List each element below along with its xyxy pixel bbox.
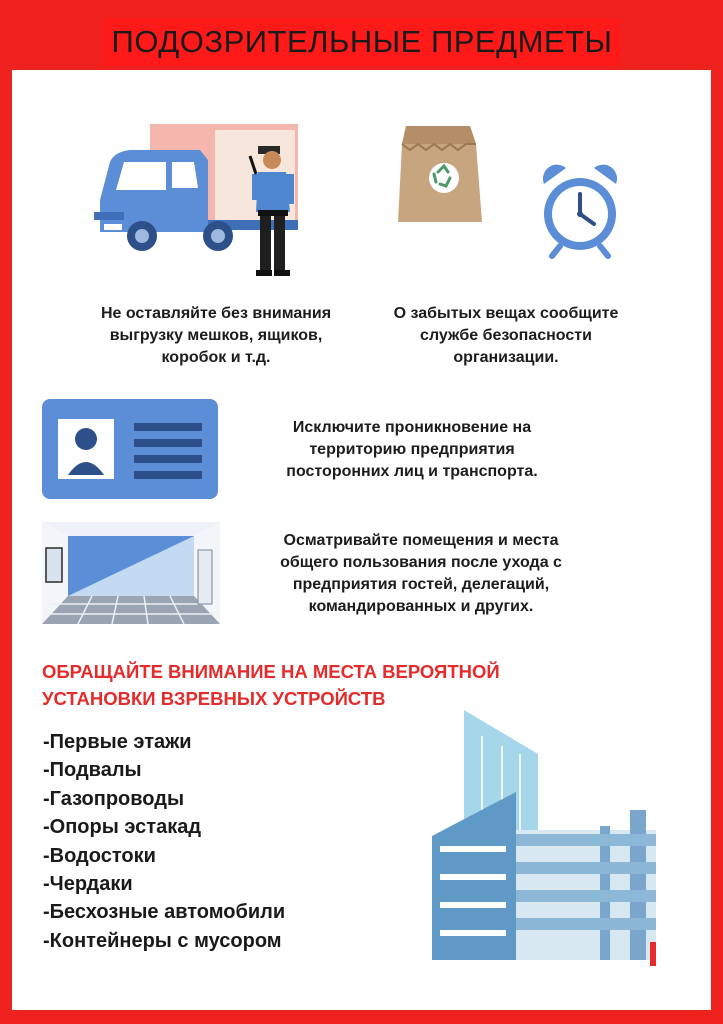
tip-forgotten-items: О забытых вещах сообщите службе безопасности организации. bbox=[393, 305, 619, 366]
room-illustration bbox=[42, 522, 220, 624]
tip-access-control: Исключите проникновение на территорию предприятия посторонних лиц и транспорта. bbox=[286, 419, 538, 480]
list-item: -Контейнеры с мусором bbox=[43, 929, 282, 952]
alarm-clock-illustration bbox=[538, 162, 622, 260]
list-item: -Первые этажи bbox=[43, 731, 192, 753]
paper-bag-illustration bbox=[392, 122, 488, 227]
page-title: ПОДОЗРИТЕЛЬНЫЕ ПРЕДМЕТЫ bbox=[111, 24, 613, 59]
paper-bag-icon bbox=[392, 122, 488, 227]
list-item: -Водостоки bbox=[43, 844, 156, 867]
empty-room-icon bbox=[42, 522, 220, 624]
truck-guard-illustration bbox=[90, 120, 330, 290]
tip-unloading: Не оставляйте без внимания выгрузку мешков, ящиков, коробок и т.д. bbox=[100, 305, 332, 366]
buildings-illustration bbox=[420, 706, 662, 970]
warning-heading: ОБРАЩАЙТЕ ВНИМАНИЕ НА МЕСТА ВЕРОЯТНОЙ УСТАНОВКИ ВЗРЕВНЫХ УСТРОЙСТВ bbox=[42, 661, 500, 709]
list-item: -Газопроводы bbox=[43, 787, 185, 810]
title-banner bbox=[103, 18, 621, 66]
list-item: -Подвалы bbox=[43, 759, 142, 782]
id-card-illustration bbox=[42, 399, 218, 499]
places-list bbox=[43, 728, 285, 955]
list-item: -Опоры эстакад bbox=[43, 816, 202, 839]
delivery-truck-icon bbox=[90, 120, 330, 290]
office-buildings-icon bbox=[420, 706, 662, 970]
tip-inspection: Осматривайте помещения и места общего пользования после ухода с предприятия гостей, делегаций, командированных и других. bbox=[280, 532, 562, 615]
alarm-clock-icon bbox=[538, 162, 622, 260]
list-item: -Бесхозные автомобили bbox=[43, 901, 286, 924]
list-item: -Чердаки bbox=[43, 873, 133, 896]
id-card-icon bbox=[42, 399, 218, 499]
